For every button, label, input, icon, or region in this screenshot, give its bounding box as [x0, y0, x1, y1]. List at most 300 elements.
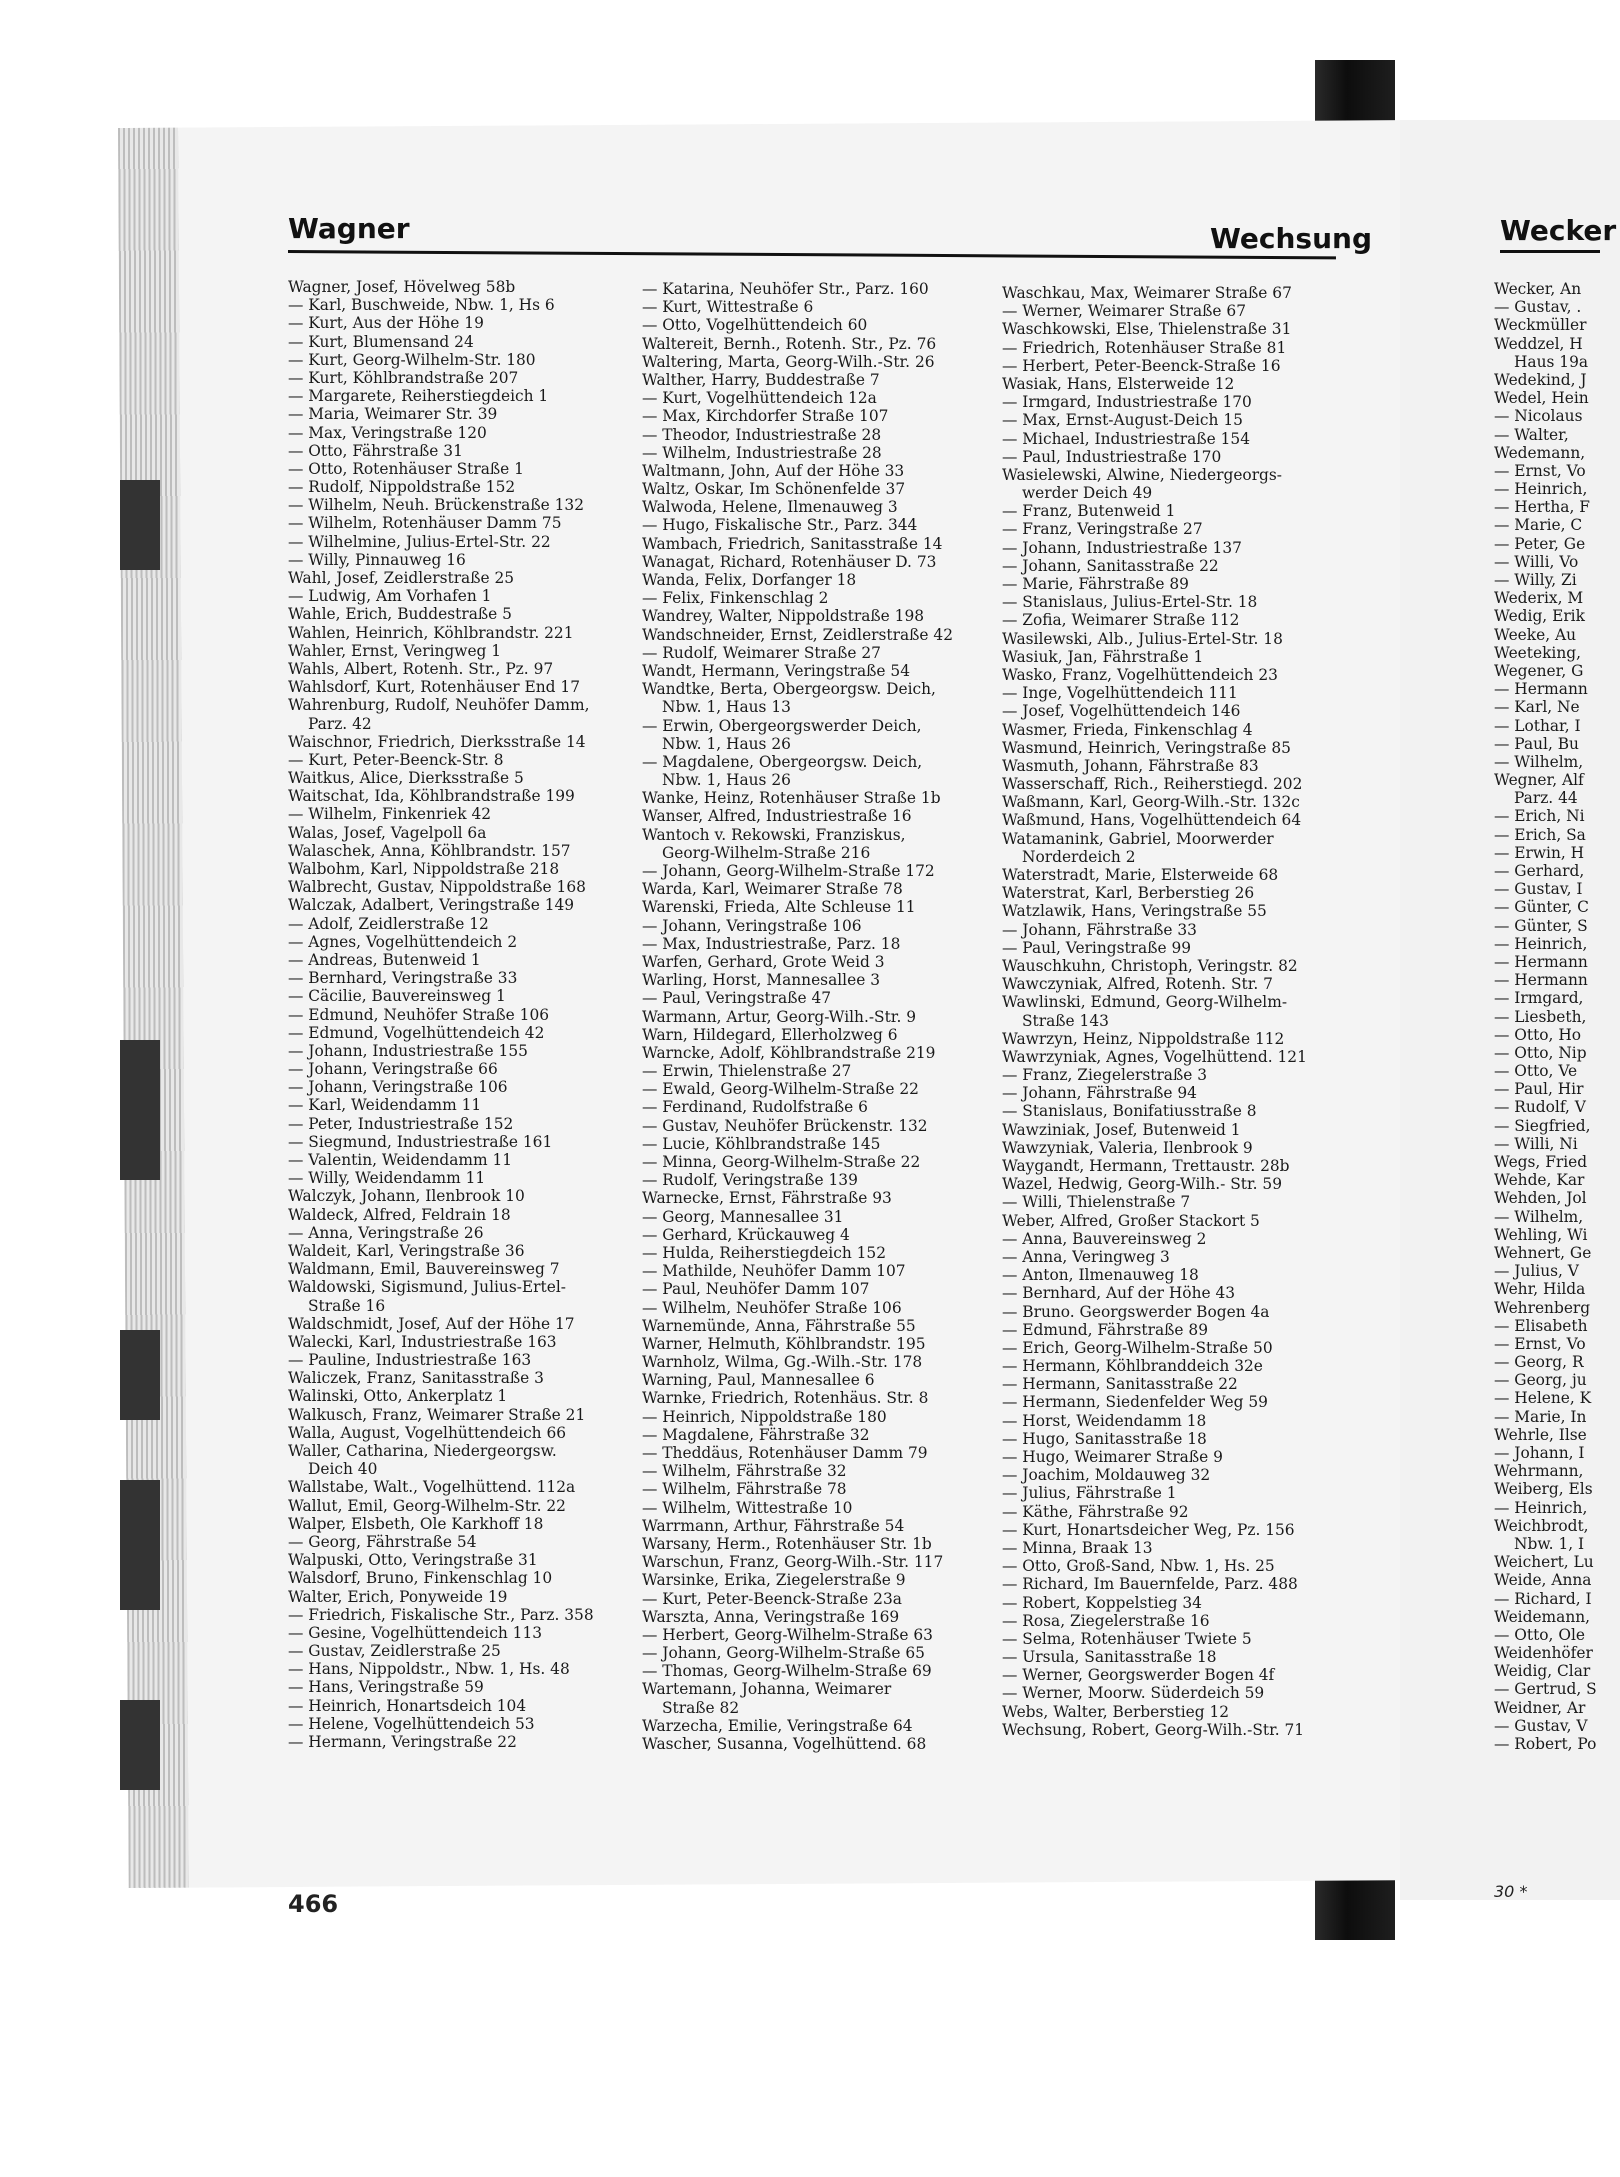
entry: Wandt, Hermann, Veringstraße 54	[642, 661, 910, 680]
entry: — Hermann, Sanitasstraße 22	[1002, 1375, 1238, 1394]
entry: — Michael, Industriestraße 154	[1002, 429, 1250, 448]
entry: Walper, Elsbeth, Ole Karkhoff 18	[288, 1514, 544, 1533]
entry: Walas, Josef, Vagelpoll 6a	[288, 823, 487, 842]
entry: — Herbert, Peter-Beenck-Straße 16	[1002, 356, 1281, 375]
entry: Watamanink, Gabriel, Moorwerder	[1002, 829, 1274, 848]
entry: Warzecha, Emilie, Veringstraße 64	[642, 1716, 913, 1735]
entry: Wawrzyniak, Agnes, Vogelhüttend. 121	[1002, 1047, 1307, 1066]
entry: Wawczyniak, Alfred, Rotenh. Str. 7	[1002, 975, 1273, 994]
entry: Wanke, Heinz, Rotenhäuser Straße 1b	[642, 789, 941, 808]
entry: Wehden, Jol	[1494, 1189, 1587, 1208]
entry: — Erwin, H	[1494, 843, 1585, 862]
entry: — Minna, Braak 13	[1002, 1538, 1153, 1557]
entry: Wahle, Erich, Buddestraße 5	[288, 605, 512, 624]
entry: Weddzel, H	[1494, 334, 1583, 353]
entry: Weiberg, Els	[1494, 1480, 1593, 1499]
entry: Warrmann, Arthur, Fährstraße 54	[642, 1516, 905, 1535]
entry: Parz. 44	[1514, 789, 1578, 808]
entry: — Peter, Ge	[1494, 534, 1586, 553]
entry: Wehr, Hilda	[1494, 1280, 1586, 1299]
entry: Weidig, Clar	[1494, 1662, 1591, 1681]
entry: Wedel, Hein	[1494, 389, 1589, 408]
entry: Walsdorf, Bruno, Finkenschlag 10	[288, 1569, 553, 1588]
entry: — Ewald, Georg-Wilhelm-Straße 22	[642, 1080, 919, 1099]
entry: Warncke, Adolf, Köhlbrandstraße 219	[642, 1043, 936, 1062]
entry: Waldmann, Emil, Bauvereinsweg 7	[288, 1260, 560, 1279]
entry: — Wilhelm,	[1494, 752, 1584, 771]
entry: Warnke, Friedrich, Rotenhäus. Str. 8	[642, 1389, 929, 1408]
entry: — Helene, Vogelhüttendeich 53	[288, 1714, 535, 1733]
entry: Wedemann,	[1494, 443, 1586, 462]
entry: Walbrecht, Gustav, Nippoldstraße 168	[288, 878, 586, 897]
entry: Walkusch, Franz, Weimarer Straße 21	[288, 1405, 586, 1424]
entry: — Ernst, Vo	[1494, 1334, 1586, 1353]
entry: — Minna, Georg-Wilhelm-Straße 22	[642, 1153, 921, 1171]
entry: — Hulda, Reiherstiegdeich 152	[642, 1243, 886, 1262]
entry: Waßmund, Hans, Vogelhüttendeich 64	[1002, 811, 1302, 830]
entry: — Johann, Georg-Wilhelm-Straße 65	[642, 1644, 925, 1663]
entry: Waltmann, John, Auf der Höhe 33	[642, 461, 905, 480]
entry: Warmann, Artur, Georg-Wilh.-Str. 9	[642, 1007, 917, 1026]
entry: Norderdeich 2	[1022, 847, 1136, 866]
entry: — Johann, Veringstraße 106	[642, 916, 862, 935]
entry: Warner, Helmuth, Köhlbrandstr. 195	[642, 1334, 926, 1353]
entry: — Marie, Fährstraße 89	[1002, 575, 1189, 593]
column-1	[288, 278, 594, 1751]
entry: — Kurt, Blumensand 24	[288, 332, 474, 351]
entry: Wawlinski, Edmund, Georg-Wilhelm-	[1002, 993, 1288, 1012]
entry: — Gesine, Vogelhüttendeich 113	[288, 1623, 543, 1642]
entry: — Gustav, V	[1494, 1716, 1588, 1735]
entry: — Irmgard,	[1494, 989, 1584, 1008]
running-head-right: Wechsung	[1210, 222, 1372, 255]
entry: Waldeit, Karl, Veringstraße 36	[288, 1241, 525, 1260]
entry: — Hermann, Siedenfelder Weg 59	[1002, 1393, 1268, 1412]
entry: Waliczek, Franz, Sanitasstraße 3	[288, 1369, 544, 1388]
entry: — Gustav, Zeidlerstraße 25	[288, 1642, 501, 1661]
entry: — Wilhelm, Rotenhäuser Damm 75	[288, 514, 562, 533]
entry: Warsinke, Erika, Ziegelerstraße 9	[642, 1571, 906, 1590]
entry: Wasilewski, Alb., Julius-Ertel-Str. 18	[1002, 629, 1283, 648]
entry: Wandschneider, Ernst, Zeidlerstraße 42	[642, 625, 954, 644]
entry: Waischnor, Friedrich, Dierksstraße 14	[288, 732, 586, 751]
entry: — Heinrich,	[1494, 480, 1588, 499]
entry: — Franz, Veringstraße 27	[1002, 520, 1203, 539]
entry: Weichbrodt,	[1494, 1516, 1589, 1535]
entry: — Felix, Finkenschlag 2	[642, 589, 829, 608]
entry: — Joachim, Moldauweg 32	[1002, 1466, 1211, 1485]
entry: Wauschkuhn, Christoph, Veringstr. 82	[1002, 956, 1298, 975]
entry: — Heinrich, Honartsdeich 104	[288, 1696, 527, 1715]
entry: — Peter, Industriestraße 152	[288, 1114, 514, 1133]
entry: Wehde, Kar	[1494, 1171, 1585, 1190]
entry: — Max, Industriestraße, Parz. 18	[642, 934, 901, 953]
entry: Weeteking,	[1494, 643, 1581, 662]
entry: — Robert, Po	[1494, 1735, 1597, 1753]
entry: — Magdalene, Obergeorgsw. Deich,	[642, 752, 923, 771]
entry: Walczak, Adalbert, Veringstraße 149	[288, 896, 575, 915]
entry: Waltz, Oskar, Im Schönenfelde 37	[642, 480, 906, 499]
entry: Walwoda, Helene, Ilmenauweg 3	[642, 498, 898, 517]
entry: — Georg, R	[1494, 1353, 1584, 1372]
entry: Walecki, Karl, Industriestraße 163	[288, 1332, 557, 1351]
entry: Wallut, Emil, Georg-Wilhelm-Str. 22	[288, 1496, 566, 1515]
entry: — Wilhelm, Neuhöfer Straße 106	[642, 1298, 902, 1317]
entry: — Erich, Sa	[1494, 825, 1586, 844]
entry: — Gustav, Neuhöfer Brückenstr. 132	[642, 1116, 928, 1135]
entry: — Zofia, Weimarer Straße 112	[1002, 611, 1240, 630]
entry: Wahler, Ernst, Veringweg 1	[288, 641, 502, 660]
entry: Walinski, Otto, Ankerplatz 1	[288, 1387, 508, 1406]
entry: — Werner, Weimarer Straße 67	[1002, 302, 1246, 321]
entry: — Kurt, Vogelhüttendeich 12a	[642, 389, 877, 408]
entry: Waller, Catharina, Niedergeorgsw.	[288, 1442, 557, 1460]
entry: — Willy, Weidendamm 11	[288, 1169, 486, 1188]
entry: Warnecke, Ernst, Fährstraße 93	[642, 1189, 892, 1208]
entry: — Erwin, Obergeorgswerder Deich,	[642, 716, 922, 735]
entry: — Wilhelm,	[1494, 1207, 1584, 1226]
entry: — Erwin, Thielenstraße 27	[642, 1062, 852, 1081]
entry: — Marie, C	[1494, 516, 1583, 535]
entry: Wahlsdorf, Kurt, Rotenhäuser End 17	[288, 678, 580, 697]
entry: Straße 143	[1022, 1011, 1109, 1030]
entry: Warenski, Frieda, Alte Schleuse 11	[642, 898, 916, 917]
entry: — Kurt, Honartsdeicher Weg, Pz. 156	[1002, 1520, 1295, 1539]
entry: Watzlawik, Hans, Veringstraße 55	[1002, 902, 1267, 921]
entry: Wehling, Wi	[1494, 1225, 1588, 1244]
entry: Webs, Walter, Berberstieg 12	[1002, 1702, 1230, 1721]
column-next-page	[1494, 280, 1600, 1753]
entry: Wasmuth, Johann, Fährstraße 83	[1002, 756, 1259, 775]
entry: — Rosa, Ziegelerstraße 16	[1002, 1611, 1210, 1630]
entry: — Gerhard,	[1494, 862, 1585, 880]
entry: — Paul, Veringstraße 47	[642, 989, 832, 1008]
entry: Wantoch v. Rekowski, Franziskus,	[642, 825, 906, 844]
entry: Deich 40	[308, 1460, 378, 1479]
entry: — Max, Kirchdorfer Straße 107	[642, 407, 889, 426]
entry: — Johann, Georg-Wilhelm-Straße 172	[642, 862, 935, 880]
entry: — Kurt, Peter-Beenck-Str. 8	[288, 750, 504, 769]
entry: Wandrey, Walter, Nippoldstraße 198	[642, 607, 925, 626]
entry: Wasko, Franz, Vogelhüttendeich 23	[1002, 665, 1278, 684]
entry: Wasiuk, Jan, Fährstraße 1	[1002, 647, 1204, 666]
entry: Wedig, Erik	[1494, 607, 1585, 626]
entry: Warszta, Anna, Veringstraße 169	[642, 1607, 900, 1626]
entry: Waitkus, Alice, Dierksstraße 5	[288, 769, 524, 788]
entry: — Willi, Thielenstraße 7	[1002, 1193, 1191, 1212]
entry: — Georg, ju	[1494, 1371, 1587, 1390]
entry: Waterstrat, Karl, Berberstieg 26	[1002, 884, 1255, 903]
entry: — Johann, Industriestraße 137	[1002, 538, 1242, 557]
entry: Walczyk, Johann, Ilenbrook 10	[288, 1187, 525, 1206]
entry: — Bruno. Georgswerder Bogen 4a	[1002, 1302, 1270, 1321]
entry: Nbw. 1, Haus 26	[662, 771, 791, 790]
entry: — Otto, Ve	[1494, 1062, 1578, 1081]
entry: Waltering, Marta, Georg-Wilh.-Str. 26	[642, 352, 935, 371]
entry: — Heinrich,	[1494, 934, 1588, 953]
entry: Walla, August, Vogelhüttendeich 66	[288, 1423, 567, 1442]
entry: — Hermann	[1494, 971, 1588, 990]
entry: Walter, Erich, Ponyweide 19	[288, 1587, 508, 1606]
entry: — Herbert, Georg-Wilhelm-Straße 63	[642, 1625, 933, 1644]
entry: Waltereit, Bernh., Rotenh. Str., Pz. 76	[642, 334, 937, 353]
entry: — Mathilde, Neuhöfer Damm 107	[642, 1262, 906, 1281]
entry: — Kurt, Georg-Wilhelm-Str. 180	[288, 350, 536, 369]
entry: — Ferdinand, Rudolfstraße 6	[642, 1098, 868, 1117]
entry: — Otto, Vogelhüttendeich 60	[642, 316, 868, 335]
entry: — Robert, Koppelstieg 34	[1002, 1593, 1202, 1612]
entry: — Hermann	[1494, 952, 1588, 971]
entry: — Otto, Groß-Sand, Nbw. 1, Hs. 25	[1002, 1557, 1275, 1576]
entry: Waterstradt, Marie, Elsterweide 68	[1002, 866, 1279, 884]
entry: — Julius, V	[1494, 1262, 1579, 1281]
entry: Wartemann, Johanna, Weimarer	[642, 1680, 892, 1699]
entry: — Werner, Moorw. Süderdeich 59	[1002, 1684, 1265, 1703]
entry: — Rudolf, Veringstraße 139	[642, 1171, 858, 1190]
entry: Waldowski, Sigismund, Julius-Ertel-	[288, 1278, 566, 1297]
entry: Warning, Paul, Mannesallee 6	[642, 1371, 875, 1390]
entry: Walaschek, Anna, Köhlbrandstr. 157	[288, 841, 571, 860]
entry: — Johann, Veringstraße 66	[288, 1060, 498, 1079]
entry: Walbohm, Karl, Nippoldstraße 218	[288, 860, 560, 878]
entry: — Otto, Ole	[1494, 1625, 1585, 1644]
column-3	[1002, 284, 1307, 1739]
entry: — Theodor, Industriestraße 28	[642, 425, 882, 444]
entry: — Otto, Ho	[1494, 1025, 1582, 1044]
entry: Walpuski, Otto, Veringstraße 31	[288, 1551, 538, 1570]
entry: Wehrle, Ilse	[1494, 1425, 1587, 1444]
entry: Georg-Wilhelm-Straße 216	[662, 843, 871, 862]
entry: — Kurt, Aus der Höhe 19	[288, 314, 484, 333]
entry: — Hans, Veringstraße 59	[288, 1678, 484, 1697]
entry: — Otto, Rotenhäuser Straße 1	[288, 459, 524, 478]
entry: Wasmer, Frieda, Finkenschlag 4	[1002, 720, 1253, 739]
entry: — Günter, S	[1494, 916, 1588, 935]
entry: Wehnert, Ge	[1494, 1243, 1592, 1262]
signature-mark: 30 *	[1494, 1882, 1528, 1901]
entry: — Johann, Sanitasstraße 22	[1002, 556, 1219, 575]
entry: — Kurt, Peter-Beenck-Straße 23a	[642, 1589, 902, 1608]
entry: — Johann, Veringstraße 106	[288, 1078, 508, 1097]
entry: — Liesbeth,	[1494, 1007, 1587, 1026]
entry: — Wilhelm, Wittestraße 10	[642, 1498, 853, 1517]
entry: — Richard, I	[1494, 1589, 1592, 1608]
entry: — Johann, Fährstraße 33	[1002, 920, 1197, 939]
entry: — Paul, Veringstraße 99	[1002, 938, 1192, 957]
entry: — Thomas, Georg-Wilhelm-Straße 69	[642, 1662, 932, 1681]
entry: — Otto, Fährstraße 31	[288, 441, 463, 460]
entry: — Edmund, Vogelhüttendeich 42	[288, 1023, 545, 1042]
entry: — Wilhelm, Finkenriek 42	[288, 805, 492, 824]
entry: Wascher, Susanna, Vogelhüttend. 68	[642, 1735, 927, 1753]
entry: — Siegfried,	[1494, 1116, 1591, 1135]
entry: — Heinrich,	[1494, 1498, 1588, 1517]
entry: — Hertha, F	[1494, 498, 1590, 517]
entry: — Richard, Im Bauernfelde, Parz. 488	[1002, 1575, 1298, 1594]
entry: — Willy, Pinnauweg 16	[288, 550, 466, 569]
entry: Warschun, Franz, Georg-Wilh.-Str. 117	[642, 1553, 944, 1572]
entry: Weidemann,	[1494, 1607, 1591, 1626]
entry: — Paul, Neuhöfer Damm 107	[642, 1280, 870, 1299]
entry: — Pauline, Industriestraße 163	[288, 1351, 532, 1370]
entry: — Friedrich, Fiskalische Str., Parz. 358	[288, 1605, 594, 1624]
entry: Straße 16	[308, 1296, 386, 1315]
entry: — Cäcilie, Bauvereinsweg 1	[288, 987, 506, 1006]
entry: Nbw. 1, Haus 26	[662, 734, 791, 753]
entry: Weide, Anna	[1494, 1571, 1592, 1590]
entry: — Werner, Georgswerder Bogen 4f	[1002, 1666, 1275, 1685]
entry: — Magdalene, Fährstraße 32	[642, 1425, 870, 1444]
entry: — Paul, Hir	[1494, 1080, 1584, 1099]
entry: — Johann, I	[1494, 1444, 1585, 1462]
running-head-left: Wagner	[288, 212, 410, 245]
entry: — Edmund, Neuhöfer Straße 106	[288, 1005, 550, 1024]
entry: Wallstabe, Walt., Vogelhüttend. 112a	[288, 1478, 576, 1497]
entry: — Anna, Veringweg 3	[1002, 1247, 1170, 1266]
entry: — Franz, Ziegelerstraße 3	[1002, 1066, 1208, 1085]
entry: — Wilhelm, Industriestraße 28	[642, 443, 882, 462]
entry: — Bernhard, Auf der Höhe 43	[1002, 1284, 1236, 1303]
entry: Wambach, Friedrich, Sanitasstraße 14	[642, 534, 943, 553]
entry: Parz. 42	[308, 714, 372, 733]
entry: Weidenhöfer	[1494, 1644, 1593, 1663]
entry: Wanda, Felix, Dorfanger 18	[642, 571, 857, 589]
entry: — Josef, Vogelhüttendeich 146	[1002, 702, 1241, 721]
entry: Wecker, An	[1494, 280, 1582, 298]
entry: Waygandt, Hermann, Trettaustr. 28b	[1002, 1157, 1290, 1175]
entry: Wasiak, Hans, Elsterweide 12	[1002, 374, 1235, 393]
entry: — Wilhelm, Fährstraße 78	[642, 1480, 847, 1499]
entry: — Paul, Bu	[1494, 734, 1579, 753]
entry: — Horst, Weidendamm 18	[1002, 1411, 1207, 1430]
entry: — Julius, Fährstraße 1	[1002, 1484, 1177, 1503]
entry: — Agnes, Vogelhüttendeich 2	[288, 932, 518, 951]
entry: Wahls, Albert, Rotenh. Str., Pz. 97	[288, 659, 554, 678]
entry: Wagner, Josef, Hövelweg 58b	[288, 278, 516, 296]
entry: — Stanislaus, Bonifatiusstraße 8	[1002, 1102, 1257, 1121]
entry: — Johann, Industriestraße 155	[288, 1041, 528, 1060]
entry: Wandtke, Berta, Obergeorgsw. Deich,	[642, 680, 936, 699]
entry: — Valentin, Weidendamm 11	[288, 1151, 513, 1169]
entry: — Hugo, Sanitasstraße 18	[1002, 1429, 1207, 1448]
entry: Weidner, Ar	[1494, 1698, 1586, 1717]
entry: — Friedrich, Rotenhäuser Straße 81	[1002, 338, 1287, 357]
entry: — Willy, Zi	[1494, 571, 1577, 589]
entry: — Bernhard, Veringstraße 33	[288, 969, 518, 988]
entry: Weeke, Au	[1494, 625, 1577, 644]
entry: Waldeck, Alfred, Feldrain 18	[288, 1205, 511, 1224]
entry: — Marie, In	[1494, 1407, 1587, 1426]
entry: Wawzyniak, Valeria, Ilenbrook 9	[1002, 1138, 1253, 1157]
entry: — Edmund, Fährstraße 89	[1002, 1320, 1208, 1339]
entry: — Otto, Nip	[1494, 1043, 1587, 1062]
header-rule	[288, 250, 1336, 259]
entry: Wederix, M	[1494, 589, 1584, 608]
entry: — Selma, Rotenhäuser Twiete 5	[1002, 1629, 1252, 1648]
entry: — Karl, Ne	[1494, 698, 1580, 717]
entry: — Ursula, Sanitasstraße 18	[1002, 1648, 1217, 1667]
entry: Wanagat, Richard, Rotenhäuser D. 73	[642, 552, 937, 571]
entry: — Rudolf, V	[1494, 1098, 1586, 1117]
entry: — Irmgard, Industriestraße 170	[1002, 393, 1252, 412]
entry: Wasmund, Heinrich, Veringstraße 85	[1002, 738, 1291, 757]
entry: Warnemünde, Anna, Fährstraße 55	[642, 1316, 916, 1335]
entry: — Hugo, Weimarer Straße 9	[1002, 1448, 1223, 1466]
entry: — Gustav, I	[1494, 880, 1583, 899]
entry: Wawziniak, Josef, Butenweid 1	[1002, 1120, 1241, 1139]
entry: — Rudolf, Weimarer Straße 27	[642, 643, 881, 662]
entry: — Hermann, Veringstraße 22	[288, 1733, 517, 1751]
entry: — Wilhelmine, Julius-Ertel-Str. 22	[288, 532, 551, 551]
entry: — Gerhard, Krückauweg 4	[642, 1225, 850, 1244]
entry: — Gertrud, S	[1494, 1680, 1597, 1699]
entry: werder Deich 49	[1022, 484, 1153, 503]
entry: Wegener, G	[1494, 661, 1584, 680]
entry: — Kurt, Köhlbrandstraße 207	[288, 368, 519, 387]
entry: Walther, Harry, Buddestraße 7	[642, 370, 880, 389]
entry: — Ernst, Vo	[1494, 461, 1586, 480]
entry: — Walter,	[1494, 425, 1569, 444]
entry: — Georg, Mannesallee 31	[642, 1207, 844, 1226]
entry: — Andreas, Butenweid 1	[288, 950, 481, 969]
entry: Warda, Karl, Weimarer Straße 78	[642, 880, 903, 899]
running-head-next: Wecker	[1500, 214, 1617, 247]
entry: Wahl, Josef, Zeidlerstraße 25	[288, 569, 515, 587]
entry: Wechsung, Robert, Georg-Wilh.-Str. 71	[1002, 1720, 1305, 1739]
entry: Warnholz, Wilma, Gg.-Wilh.-Str. 178	[642, 1353, 923, 1372]
entry: — Heinrich, Nippoldstraße 180	[642, 1407, 887, 1426]
entry: Waitschat, Ida, Köhlbrandstraße 199	[288, 787, 575, 806]
column-2	[642, 280, 953, 1753]
entry: Wawrzyn, Heinz, Nippoldstraße 112	[1002, 1029, 1285, 1048]
entry: — Käthe, Fährstraße 92	[1002, 1502, 1189, 1521]
entry: Wanser, Alfred, Industriestraße 16	[642, 807, 912, 826]
entry: — Rudolf, Nippoldstraße 152	[288, 478, 516, 497]
entry: Haus 19a	[1514, 352, 1589, 371]
entry: — Willi, Ni	[1494, 1134, 1578, 1153]
entry: — Ludwig, Am Vorhafen 1	[288, 587, 492, 606]
entry: Wazel, Hedwig, Georg-Wilh.- Str. 59	[1002, 1175, 1282, 1194]
entry: Weckmüller	[1494, 316, 1587, 335]
entry: — Gustav, .	[1494, 298, 1582, 317]
entry: — Margarete, Reiherstiegdeich 1	[288, 387, 549, 406]
entry: Weichert, Lu	[1494, 1553, 1594, 1572]
entry: — Maria, Weimarer Str. 39	[288, 405, 498, 424]
entry: Waldschmidt, Josef, Auf der Höhe 17	[288, 1314, 575, 1333]
entry: — Anton, Ilmenauweg 18	[1002, 1266, 1199, 1285]
entry: — Erich, Georg-Wilhelm-Straße 50	[1002, 1338, 1273, 1357]
entry: — Katarina, Neuhöfer Str., Parz. 160	[642, 280, 929, 298]
entry: Wasserschaff, Rich., Reiherstiegd. 202	[1002, 775, 1303, 794]
entry: Wehrmann,	[1494, 1462, 1584, 1481]
entry: — Kurt, Wittestraße 6	[642, 298, 814, 317]
entry: Weber, Alfred, Großer Stackort 5	[1002, 1211, 1260, 1230]
entry: Wehrenberg	[1494, 1298, 1591, 1317]
entry: — Nicolaus	[1494, 407, 1583, 426]
entry: Wedekind, J	[1494, 370, 1587, 389]
header-rule-next	[1500, 250, 1600, 253]
entry: — Georg, Fährstraße 54	[288, 1532, 477, 1551]
entry: — Max, Veringstraße 120	[288, 423, 487, 442]
entry: — Karl, Weidendamm 11	[288, 1096, 482, 1115]
entry: Straße 82	[662, 1698, 740, 1717]
entry: Warfen, Gerhard, Grote Weid 3	[642, 952, 885, 971]
entry: — Max, Ernst-August-Deich 15	[1002, 411, 1243, 430]
entry: — Günter, C	[1494, 898, 1589, 917]
entry: — Siegmund, Industriestraße 161	[288, 1132, 553, 1151]
entry: Wahrenburg, Rudolf, Neuhöfer Damm,	[288, 696, 590, 715]
entry: Waßmann, Karl, Georg-Wilh.-Str. 132c	[1002, 793, 1300, 812]
